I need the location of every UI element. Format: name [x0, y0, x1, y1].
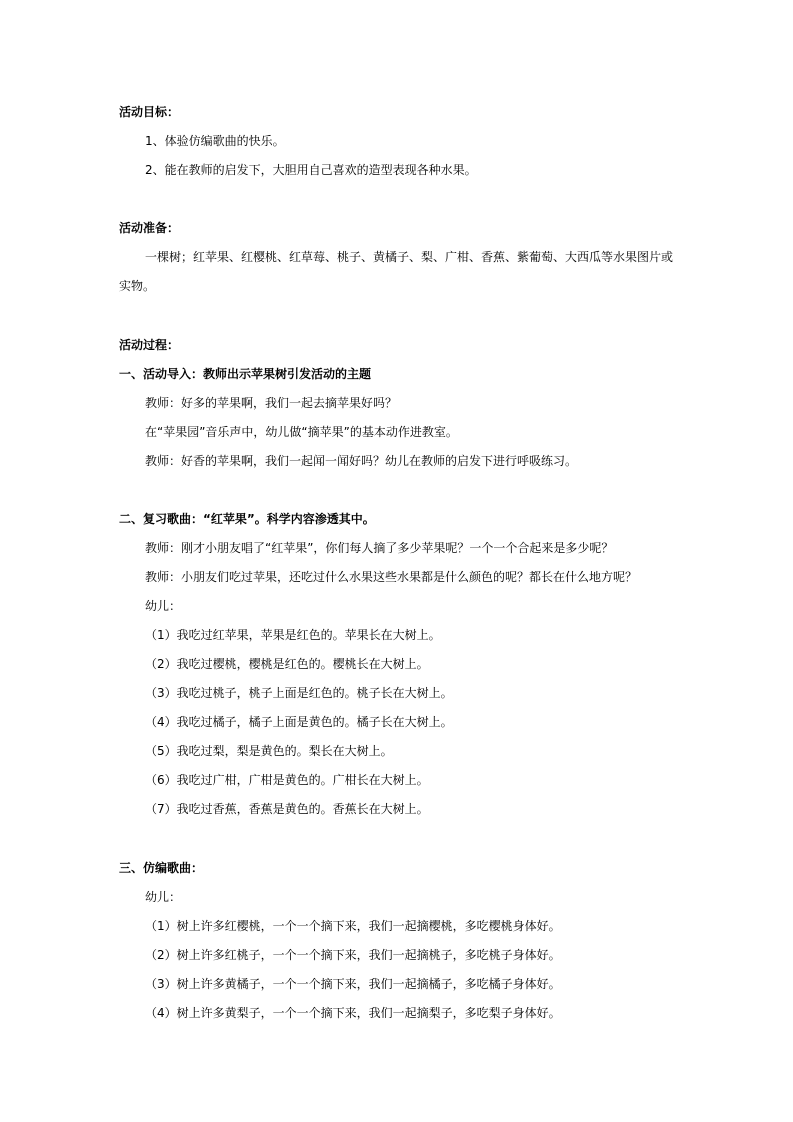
prep-heading: 活动准备： [119, 221, 180, 235]
prep-line-2: 实物。 [119, 279, 156, 293]
answer-item: （3）我吃过桃子，桃子上面是红色的。桃子长在大树上。 [145, 686, 453, 700]
goals-heading: 活动目标： [119, 105, 180, 119]
section-1-title: 一、活动导入：教师出示苹果树引发活动的主题 [119, 367, 372, 381]
section-2-line: 幼儿： [145, 599, 182, 613]
section-1-line: 教师：好多的苹果啊，我们一起去摘苹果好吗？ [145, 396, 398, 410]
answer-item: （5）我吃过梨，梨是黄色的。梨长在大树上。 [145, 744, 393, 758]
goal-item-1: 1、体验仿编歌曲的快乐。 [145, 134, 285, 148]
section-1-line: 在“苹果园”音乐声中，幼儿做“摘苹果”的基本动作进教室。 [145, 425, 458, 439]
section-3-title: 三、仿编歌曲： [119, 861, 204, 875]
song-line: （1）树上许多红樱桃，一个一个摘下来，我们一起摘樱桃，多吃樱桃身体好。 [145, 919, 561, 933]
answer-item: （6）我吃过广柑，广柑是黄色的。广柑长在大树上。 [145, 773, 429, 787]
process-heading: 活动过程： [119, 338, 180, 352]
song-line: （2）树上许多红桃子，一个一个摘下来，我们一起摘桃子，多吃桃子身体好。 [145, 948, 561, 962]
section-2-line: 教师：小朋友们吃过苹果，还吃过什么水果这些水果都是什么颜色的呢？都长在什么地方呢？ [145, 570, 638, 584]
answer-item: （4）我吃过橘子，橘子上面是黄色的。橘子长在大树上。 [145, 715, 453, 729]
section-2-line: 教师：刚才小朋友唱了“红苹果”，你们每人摘了多少苹果呢？一个一个合起来是多少呢？ [145, 541, 614, 555]
prep-line-1: 一棵树；红苹果、红樱桃、红草莓、桃子、黄橘子、梨、广柑、香蕉、紫葡萄、大西瓜等水果图片或 [145, 250, 674, 264]
song-line: （4）树上许多黄梨子，一个一个摘下来，我们一起摘梨子，多吃梨子身体好。 [145, 1006, 561, 1020]
answer-item: （2）我吃过樱桃，樱桃是红色的。樱桃长在大树上。 [145, 657, 429, 671]
answer-item: （1）我吃过红苹果，苹果是红色的。苹果长在大树上。 [145, 628, 441, 642]
answer-item: （7）我吃过香蕉，香蕉是黄色的。香蕉长在大树上。 [145, 802, 429, 816]
goal-item-2: 2、能在教师的启发下，大胆用自己喜欢的造型表现各种水果。 [145, 163, 477, 177]
song-line: （3）树上许多黄橘子，一个一个摘下来，我们一起摘橘子，多吃橘子身体好。 [145, 977, 561, 991]
section-3-intro: 幼儿： [145, 890, 182, 904]
section-1-line: 教师：好香的苹果啊，我们一起闻一闻好吗？幼儿在教师的启发下进行呼吸练习。 [145, 454, 578, 468]
section-2-title: 二、复习歌曲：“红苹果”。科学内容渗透其中。 [119, 512, 375, 526]
